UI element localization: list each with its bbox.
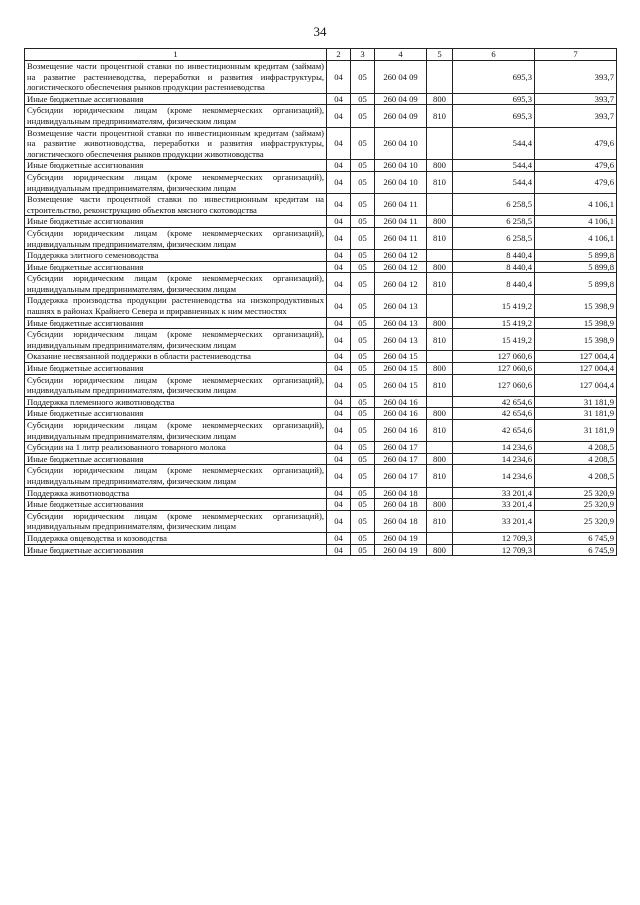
expense-type-cell: 800 [427, 408, 453, 420]
target-article-cell: 260 04 17 [375, 442, 427, 454]
target-article-cell: 260 04 16 [375, 420, 427, 442]
amount-plan-cell: 42 654,6 [453, 408, 535, 420]
target-article-cell: 260 04 09 [375, 61, 427, 94]
table-row [25, 160, 617, 172]
amount-plan-cell: 695,3 [453, 61, 535, 94]
section-code-cell: 04 [327, 465, 351, 487]
expense-type-cell: 800 [427, 160, 453, 172]
section-code-cell: 04 [327, 442, 351, 454]
amount-executed-cell: 15 398,9 [535, 295, 617, 317]
amount-executed-cell: 4 208,5 [535, 442, 617, 454]
table-row [25, 510, 617, 532]
section-code-cell: 04 [327, 93, 351, 105]
row-name-cell: Поддержка производства продукции растениеводства на низкопродуктивных пашнях в районах Крайнего Севера и приравненных к ним местностях [25, 295, 327, 317]
subsection-code-cell: 05 [351, 194, 375, 216]
amount-plan-cell: 12 709,3 [453, 544, 535, 556]
amount-plan-cell: 127 060,6 [453, 351, 535, 363]
amount-plan-cell: 12 709,3 [453, 532, 535, 544]
target-article-cell: 260 04 17 [375, 465, 427, 487]
target-article-cell: 260 04 11 [375, 194, 427, 216]
expense-type-cell [427, 532, 453, 544]
target-article-cell: 260 04 15 [375, 351, 427, 363]
row-name-cell: Иные бюджетные ассигнования [25, 499, 327, 511]
expense-type-cell: 800 [427, 261, 453, 273]
subsection-code-cell: 05 [351, 499, 375, 511]
expense-type-cell: 810 [427, 105, 453, 127]
amount-executed-cell: 31 181,9 [535, 420, 617, 442]
target-article-cell: 260 04 15 [375, 374, 427, 396]
target-article-cell: 260 04 16 [375, 408, 427, 420]
subsection-code-cell: 05 [351, 261, 375, 273]
row-name-cell: Иные бюджетные ассигнования [25, 453, 327, 465]
column-header: 5 [427, 49, 453, 61]
target-article-cell: 260 04 11 [375, 227, 427, 249]
row-name-cell: Субсидии юридическим лицам (кроме некоммерческих организаций), индивидуальным предпринимателям, физическим лицам [25, 273, 327, 295]
table-row [25, 465, 617, 487]
row-name-cell: Субсидии юридическим лицам (кроме некоммерческих организаций), индивидуальным предпринимателям, физическим лицам [25, 510, 327, 532]
amount-plan-cell: 6 258,5 [453, 216, 535, 228]
table-row [25, 499, 617, 511]
amount-plan-cell: 33 201,4 [453, 487, 535, 499]
row-name-cell: Субсидии юридическим лицам (кроме некоммерческих организаций), индивидуальным предпринимателям, физическим лицам [25, 105, 327, 127]
amount-executed-cell: 393,7 [535, 105, 617, 127]
amount-executed-cell: 4 106,1 [535, 216, 617, 228]
table-row [25, 329, 617, 351]
amount-executed-cell: 15 398,9 [535, 329, 617, 351]
amount-executed-cell: 127 004,4 [535, 351, 617, 363]
amount-executed-cell: 25 320,9 [535, 499, 617, 511]
target-article-cell: 260 04 13 [375, 317, 427, 329]
amount-plan-cell: 33 201,4 [453, 499, 535, 511]
expense-type-cell [427, 194, 453, 216]
table-row [25, 227, 617, 249]
target-article-cell: 260 04 15 [375, 363, 427, 375]
section-code-cell: 04 [327, 160, 351, 172]
subsection-code-cell: 05 [351, 453, 375, 465]
subsection-code-cell: 05 [351, 329, 375, 351]
section-code-cell: 04 [327, 532, 351, 544]
table-row [25, 351, 617, 363]
subsection-code-cell: 05 [351, 408, 375, 420]
amount-plan-cell: 42 654,6 [453, 396, 535, 408]
section-code-cell: 04 [327, 317, 351, 329]
expense-type-cell: 810 [427, 510, 453, 532]
row-name-cell: Субсидии юридическим лицам (кроме некоммерческих организаций), индивидуальным предпринимателям, физическим лицам [25, 420, 327, 442]
target-article-cell: 260 04 13 [375, 295, 427, 317]
column-header: 4 [375, 49, 427, 61]
table-row [25, 420, 617, 442]
amount-executed-cell: 25 320,9 [535, 510, 617, 532]
table-header-row [25, 49, 617, 61]
amount-executed-cell: 127 004,4 [535, 363, 617, 375]
section-code-cell: 04 [327, 61, 351, 94]
expense-type-cell: 810 [427, 171, 453, 193]
expense-type-cell: 800 [427, 317, 453, 329]
subsection-code-cell: 05 [351, 317, 375, 329]
amount-plan-cell: 14 234,6 [453, 465, 535, 487]
expense-type-cell: 810 [427, 374, 453, 396]
column-header: 7 [535, 49, 617, 61]
amount-plan-cell: 695,3 [453, 105, 535, 127]
section-code-cell: 04 [327, 510, 351, 532]
amount-executed-cell: 479,6 [535, 160, 617, 172]
amount-plan-cell: 42 654,6 [453, 420, 535, 442]
table-row [25, 250, 617, 262]
subsection-code-cell: 05 [351, 295, 375, 317]
subsection-code-cell: 05 [351, 273, 375, 295]
row-name-cell: Поддержка племенного животноводства [25, 396, 327, 408]
subsection-code-cell: 05 [351, 171, 375, 193]
row-name-cell: Субсидии юридическим лицам (кроме некоммерческих организаций), индивидуальным предпринимателям, физическим лицам [25, 171, 327, 193]
expense-type-cell [427, 487, 453, 499]
amount-plan-cell: 15 419,2 [453, 329, 535, 351]
section-code-cell: 04 [327, 420, 351, 442]
expense-type-cell: 800 [427, 93, 453, 105]
target-article-cell: 260 04 16 [375, 396, 427, 408]
amount-plan-cell: 544,4 [453, 127, 535, 160]
page-number: 34 [313, 24, 327, 39]
amount-executed-cell: 31 181,9 [535, 396, 617, 408]
target-article-cell: 260 04 11 [375, 216, 427, 228]
section-code-cell: 04 [327, 396, 351, 408]
table-row [25, 216, 617, 228]
table-row [25, 487, 617, 499]
amount-plan-cell: 8 440,4 [453, 250, 535, 262]
table-row [25, 171, 617, 193]
table-row [25, 317, 617, 329]
table-row [25, 408, 617, 420]
amount-executed-cell: 393,7 [535, 93, 617, 105]
subsection-code-cell: 05 [351, 396, 375, 408]
target-article-cell: 260 04 12 [375, 273, 427, 295]
table-row [25, 453, 617, 465]
target-article-cell: 260 04 10 [375, 160, 427, 172]
amount-executed-cell: 4 208,5 [535, 453, 617, 465]
section-code-cell: 04 [327, 363, 351, 375]
section-code-cell: 04 [327, 216, 351, 228]
table-row [25, 127, 617, 160]
amount-plan-cell: 6 258,5 [453, 227, 535, 249]
row-name-cell: Иные бюджетные ассигнования [25, 93, 327, 105]
table-row [25, 93, 617, 105]
amount-plan-cell: 8 440,4 [453, 273, 535, 295]
table-row [25, 261, 617, 273]
target-article-cell: 260 04 18 [375, 499, 427, 511]
expense-type-cell: 810 [427, 420, 453, 442]
amount-executed-cell: 5 899,8 [535, 250, 617, 262]
budget-table [24, 48, 617, 556]
section-code-cell: 04 [327, 374, 351, 396]
subsection-code-cell: 05 [351, 105, 375, 127]
amount-executed-cell: 6 745,9 [535, 532, 617, 544]
amount-executed-cell: 4 208,5 [535, 465, 617, 487]
row-name-cell: Возмещение части процентной ставки по инвестиционным кредитам (займам) на развитие животноводства, переработки и развития инфраструктуры, логистического обеспечения рынков продукции животноводства [25, 127, 327, 160]
subsection-code-cell: 05 [351, 351, 375, 363]
target-article-cell: 260 04 19 [375, 544, 427, 556]
target-article-cell: 260 04 18 [375, 510, 427, 532]
row-name-cell: Возмещение части процентной ставки по инвестиционным кредитам (займам) на развитие растениеводства, переработки и развития инфраструктуры, логистического обеспечения рынков продукции растениеводства [25, 61, 327, 94]
section-code-cell: 04 [327, 544, 351, 556]
row-name-cell: Поддержка животноводства [25, 487, 327, 499]
target-article-cell: 260 04 18 [375, 487, 427, 499]
table-row [25, 295, 617, 317]
expense-type-cell [427, 442, 453, 454]
row-name-cell: Иные бюджетные ассигнования [25, 216, 327, 228]
amount-plan-cell: 15 419,2 [453, 295, 535, 317]
section-code-cell: 04 [327, 408, 351, 420]
table-row [25, 396, 617, 408]
amount-plan-cell: 127 060,6 [453, 374, 535, 396]
section-code-cell: 04 [327, 499, 351, 511]
target-article-cell: 260 04 12 [375, 261, 427, 273]
section-code-cell: 04 [327, 250, 351, 262]
section-code-cell: 04 [327, 329, 351, 351]
subsection-code-cell: 05 [351, 532, 375, 544]
section-code-cell: 04 [327, 487, 351, 499]
amount-plan-cell: 14 234,6 [453, 442, 535, 454]
subsection-code-cell: 05 [351, 160, 375, 172]
amount-plan-cell: 6 258,5 [453, 194, 535, 216]
subsection-code-cell: 05 [351, 374, 375, 396]
amount-plan-cell: 33 201,4 [453, 510, 535, 532]
section-code-cell: 04 [327, 105, 351, 127]
column-header: 1 [25, 49, 327, 61]
table-row [25, 105, 617, 127]
row-name-cell: Иные бюджетные ассигнования [25, 317, 327, 329]
section-code-cell: 04 [327, 295, 351, 317]
subsection-code-cell: 05 [351, 487, 375, 499]
amount-executed-cell: 15 398,9 [535, 317, 617, 329]
amount-plan-cell: 544,4 [453, 171, 535, 193]
table-row [25, 374, 617, 396]
column-header: 3 [351, 49, 375, 61]
row-name-cell: Поддержка элитного семеноводства [25, 250, 327, 262]
amount-executed-cell: 4 106,1 [535, 227, 617, 249]
table-row [25, 273, 617, 295]
row-name-cell: Субсидии юридическим лицам (кроме некоммерческих организаций), индивидуальным предпринимателям, физическим лицам [25, 465, 327, 487]
row-name-cell: Поддержка овцеводства и козоводства [25, 532, 327, 544]
amount-plan-cell: 544,4 [453, 160, 535, 172]
row-name-cell: Субсидии на 1 литр реализованного товарного молока [25, 442, 327, 454]
expense-type-cell: 810 [427, 329, 453, 351]
expense-type-cell [427, 61, 453, 94]
subsection-code-cell: 05 [351, 544, 375, 556]
expense-type-cell: 800 [427, 544, 453, 556]
row-name-cell: Возмещение части процентной ставки по инвестиционным кредитам на строительство, реконструкцию объектов мясного скотоводства [25, 194, 327, 216]
target-article-cell: 260 04 19 [375, 532, 427, 544]
table-row [25, 532, 617, 544]
amount-plan-cell: 127 060,6 [453, 363, 535, 375]
section-code-cell: 04 [327, 453, 351, 465]
target-article-cell: 260 04 17 [375, 453, 427, 465]
section-code-cell: 04 [327, 194, 351, 216]
subsection-code-cell: 05 [351, 227, 375, 249]
expense-type-cell: 800 [427, 453, 453, 465]
column-header: 6 [453, 49, 535, 61]
expense-type-cell [427, 295, 453, 317]
target-article-cell: 260 04 10 [375, 127, 427, 160]
amount-executed-cell: 5 899,8 [535, 261, 617, 273]
row-name-cell: Иные бюджетные ассигнования [25, 544, 327, 556]
amount-executed-cell: 25 320,9 [535, 487, 617, 499]
subsection-code-cell: 05 [351, 61, 375, 94]
expense-type-cell [427, 127, 453, 160]
row-name-cell: Иные бюджетные ассигнования [25, 408, 327, 420]
expense-type-cell: 800 [427, 363, 453, 375]
expense-type-cell [427, 396, 453, 408]
subsection-code-cell: 05 [351, 465, 375, 487]
amount-executed-cell: 479,6 [535, 171, 617, 193]
expense-type-cell: 810 [427, 465, 453, 487]
row-name-cell: Иные бюджетные ассигнования [25, 363, 327, 375]
table-row [25, 544, 617, 556]
expense-type-cell [427, 351, 453, 363]
target-article-cell: 260 04 12 [375, 250, 427, 262]
amount-executed-cell: 127 004,4 [535, 374, 617, 396]
amount-plan-cell: 15 419,2 [453, 317, 535, 329]
expense-type-cell: 800 [427, 216, 453, 228]
row-name-cell: Субсидии юридическим лицам (кроме некоммерческих организаций), индивидуальным предпринимателям, физическим лицам [25, 374, 327, 396]
amount-plan-cell: 695,3 [453, 93, 535, 105]
column-header: 2 [327, 49, 351, 61]
subsection-code-cell: 05 [351, 420, 375, 442]
section-code-cell: 04 [327, 127, 351, 160]
subsection-code-cell: 05 [351, 127, 375, 160]
subsection-code-cell: 05 [351, 510, 375, 532]
row-name-cell: Иные бюджетные ассигнования [25, 261, 327, 273]
row-name-cell: Субсидии юридическим лицам (кроме некоммерческих организаций), индивидуальным предпринимателям, физическим лицам [25, 329, 327, 351]
amount-executed-cell: 479,6 [535, 127, 617, 160]
subsection-code-cell: 05 [351, 93, 375, 105]
section-code-cell: 04 [327, 171, 351, 193]
table-row [25, 194, 617, 216]
target-article-cell: 260 04 10 [375, 171, 427, 193]
expense-type-cell: 810 [427, 273, 453, 295]
target-article-cell: 260 04 09 [375, 93, 427, 105]
expense-type-cell: 800 [427, 499, 453, 511]
section-code-cell: 04 [327, 351, 351, 363]
target-article-cell: 260 04 13 [375, 329, 427, 351]
section-code-cell: 04 [327, 273, 351, 295]
section-code-cell: 04 [327, 227, 351, 249]
amount-plan-cell: 8 440,4 [453, 261, 535, 273]
subsection-code-cell: 05 [351, 216, 375, 228]
row-name-cell: Субсидии юридическим лицам (кроме некоммерческих организаций), индивидуальным предпринимателям, физическим лицам [25, 227, 327, 249]
amount-executed-cell: 5 899,8 [535, 273, 617, 295]
subsection-code-cell: 05 [351, 442, 375, 454]
table-row [25, 442, 617, 454]
target-article-cell: 260 04 09 [375, 105, 427, 127]
subsection-code-cell: 05 [351, 363, 375, 375]
table-row [25, 61, 617, 94]
amount-executed-cell: 393,7 [535, 61, 617, 94]
expense-type-cell [427, 250, 453, 262]
section-code-cell: 04 [327, 261, 351, 273]
amount-executed-cell: 6 745,9 [535, 544, 617, 556]
row-name-cell: Оказание несвязанной поддержки в области растениеводства [25, 351, 327, 363]
amount-executed-cell: 4 106,1 [535, 194, 617, 216]
row-name-cell: Иные бюджетные ассигнования [25, 160, 327, 172]
table-row [25, 363, 617, 375]
expense-type-cell: 810 [427, 227, 453, 249]
amount-plan-cell: 14 234,6 [453, 453, 535, 465]
subsection-code-cell: 05 [351, 250, 375, 262]
amount-executed-cell: 31 181,9 [535, 408, 617, 420]
